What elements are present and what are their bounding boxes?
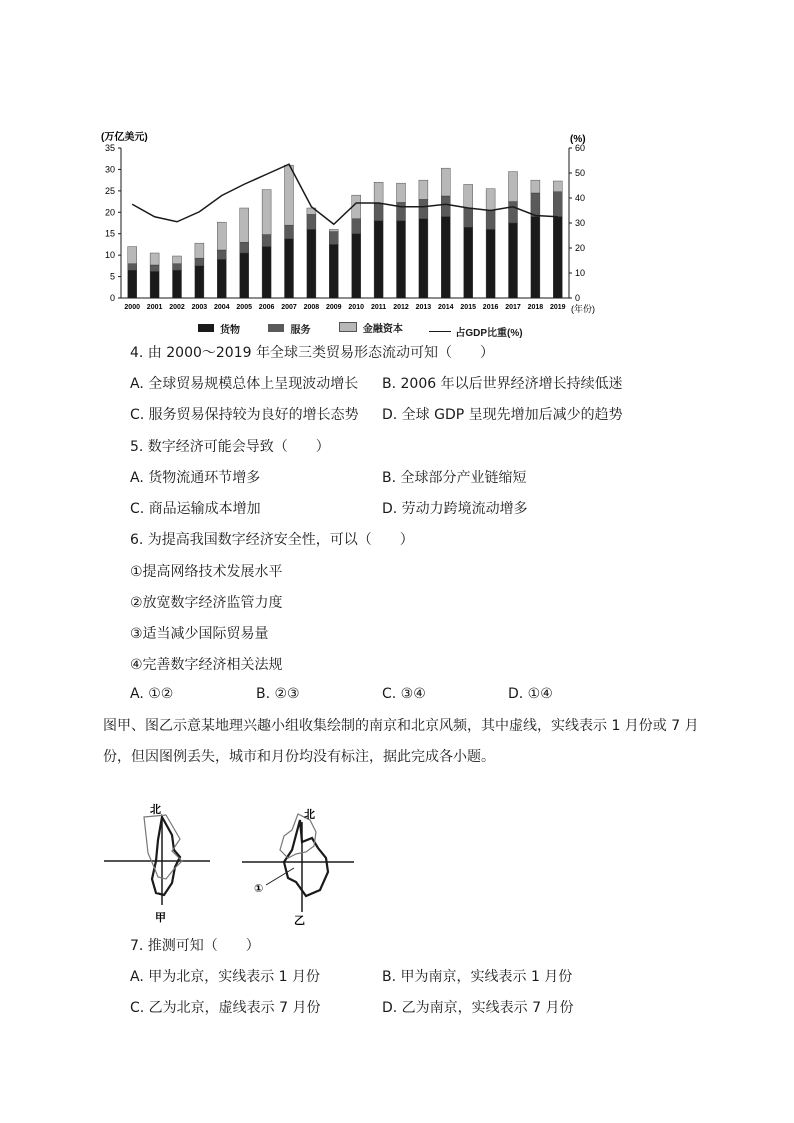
- q6-item-3: ③适当减少国际贸易量: [130, 626, 269, 642]
- wind-rose-jia: [100, 795, 220, 925]
- q6-stem: 6. 为提高我国数字经济安全性，可以（ ）: [130, 532, 414, 548]
- bar-finance: [531, 180, 540, 193]
- bar-finance: [553, 181, 562, 192]
- left-tick-label: 35: [104, 143, 115, 153]
- right-tick-label: 20: [575, 243, 586, 253]
- x-tick-label: 2017: [505, 304, 521, 311]
- right-tick-label: 60: [575, 143, 586, 153]
- chart-legend: [198, 319, 541, 339]
- bar-goods: [553, 217, 562, 298]
- bar-finance: [217, 222, 226, 250]
- right-tick-label: 30: [575, 218, 586, 228]
- bar-goods: [240, 253, 249, 298]
- x-tick-label: 2006: [258, 304, 275, 311]
- x-tick-label: 2003: [191, 304, 208, 311]
- yi-label: 乙: [294, 914, 305, 927]
- left-tick-label: 30: [104, 164, 115, 175]
- bar-goods: [397, 221, 406, 298]
- left-axis-unit: (万亿美元): [101, 132, 148, 143]
- q7-stem: 7. 推测可知（ ）: [130, 938, 260, 954]
- yi-north-label: 北: [304, 808, 315, 821]
- bar-finance: [486, 189, 495, 210]
- bar-services: [329, 232, 338, 245]
- q6-item-4: ④完善数字经济相关法规: [130, 657, 283, 673]
- jia-north-label: 北: [150, 803, 161, 816]
- q5-option-c[interactable]: C. 商品运输成本增加: [130, 501, 261, 517]
- bar-goods: [329, 244, 338, 298]
- q4-option-b[interactable]: B. 2006 年以后世界经济增长持续低迷: [382, 376, 623, 392]
- legend-goods: 货物: [198, 321, 240, 336]
- bar-finance: [195, 243, 204, 258]
- bar-goods: [150, 271, 159, 298]
- right-axis-unit: (%): [570, 134, 586, 145]
- bar-finance: [285, 165, 294, 225]
- yi-marker-label: ①: [254, 882, 264, 895]
- bar-services: [173, 264, 182, 270]
- bar-goods: [307, 229, 316, 298]
- bar-goods: [374, 221, 383, 298]
- q6-option-d[interactable]: D. ①④: [508, 686, 553, 702]
- bar-goods: [509, 223, 518, 298]
- left-tick-label: 20: [104, 207, 115, 218]
- bar-services: [285, 225, 294, 239]
- bar-services: [262, 235, 271, 247]
- x-tick-label: 2018: [527, 304, 544, 311]
- x-tick-label: 2000: [124, 304, 140, 311]
- q7-option-b[interactable]: B. 甲为南京，实线表示 1 月份: [382, 969, 573, 985]
- bar-goods: [217, 259, 226, 298]
- x-tick-label: 2004: [214, 304, 230, 311]
- bar-services: [531, 193, 540, 217]
- legend-services: 服务: [268, 321, 310, 336]
- bar-goods: [531, 217, 540, 298]
- q6-option-b[interactable]: B. ②③: [256, 686, 300, 702]
- q5-stem: 5. 数字经济可能会导致（ ）: [130, 439, 330, 455]
- x-tick-label: 2019: [550, 304, 566, 311]
- left-tick-label: 5: [109, 271, 115, 282]
- bar-goods: [128, 270, 137, 298]
- left-tick-label: 10: [104, 250, 115, 261]
- bar-goods: [352, 234, 361, 298]
- bar-services: [486, 210, 495, 229]
- x-tick-label: 2008: [303, 304, 320, 311]
- right-tick-label: 50: [575, 168, 586, 178]
- x-tick-label: 2001: [146, 304, 163, 311]
- left-tick-label: 15: [104, 228, 115, 239]
- right-tick-label: 40: [575, 193, 586, 203]
- q5-option-a[interactable]: A. 货物流通环节增多: [130, 470, 261, 486]
- bar-services: [441, 196, 450, 217]
- bar-goods: [486, 229, 495, 298]
- bar-goods: [285, 239, 294, 298]
- x-axis-unit: (年份): [571, 304, 595, 314]
- bar-finance: [374, 182, 383, 203]
- right-tick-label: 0: [575, 293, 581, 303]
- q5-option-d[interactable]: D. 劳动力跨境流动增多: [382, 501, 528, 517]
- legend-gdp-line: 占GDP比重(%): [429, 324, 522, 339]
- bar-finance: [329, 229, 338, 231]
- bar-services: [307, 214, 316, 229]
- x-tick-label: 2012: [393, 304, 409, 311]
- bar-finance: [240, 208, 249, 242]
- bar-services: [195, 258, 204, 266]
- bar-finance: [397, 183, 406, 202]
- bar-finance: [441, 168, 450, 196]
- q7-option-d[interactable]: D. 乙为南京，实线表示 7 月份: [382, 1000, 574, 1016]
- right-tick-label: 10: [575, 268, 586, 278]
- q6-option-a[interactable]: A. ①②: [130, 686, 174, 702]
- bar-services: [352, 219, 361, 234]
- trade-chart: [95, 128, 615, 333]
- q5-option-b[interactable]: B. 全球部分产业链缩短: [382, 470, 527, 486]
- q6-item-1: ①提高网络技术发展水平: [130, 564, 283, 580]
- bar-services: [150, 265, 159, 271]
- x-tick-label: 2005: [236, 304, 252, 311]
- bar-finance: [128, 247, 137, 264]
- x-tick-label: 2010: [348, 304, 364, 311]
- x-tick-label: 2015: [460, 304, 476, 311]
- left-tick-label: 25: [104, 185, 115, 196]
- x-tick-label: 2009: [326, 304, 342, 311]
- bar-finance: [173, 256, 182, 264]
- q7-option-a[interactable]: A. 甲为北京，实线表示 1 月份: [130, 969, 321, 985]
- bar-services: [419, 199, 428, 218]
- bar-finance: [464, 184, 473, 208]
- x-tick-label: 2007: [281, 304, 297, 311]
- x-tick-label: 2011: [371, 304, 387, 311]
- q4-stem: 4. 由 2000～2019 年全球三类贸易形态流动可知（ ）: [130, 345, 494, 361]
- x-tick-label: 2002: [169, 304, 185, 311]
- q6-item-2: ②放宽数字经济监管力度: [130, 595, 283, 611]
- left-tick-label: 0: [109, 293, 115, 303]
- jia-label: 甲: [155, 911, 166, 924]
- q7-option-c[interactable]: C. 乙为北京，虚线表示 7 月份: [130, 1000, 321, 1016]
- wind-rose-yi: [236, 800, 366, 930]
- bar-goods: [195, 266, 204, 298]
- bar-services: [553, 192, 562, 217]
- bar-services: [464, 208, 473, 227]
- legend-finance: 金融资本: [339, 320, 403, 335]
- q4-option-c[interactable]: C. 服务贸易保持较为良好的增长态势: [130, 407, 359, 423]
- bar-services: [217, 250, 226, 259]
- bar-goods: [173, 270, 182, 298]
- bar-services: [374, 204, 383, 221]
- x-tick-label: 2013: [415, 304, 432, 311]
- intro-line-1: 图甲、图乙示意某地理兴趣小组收集绘制的南京和北京风频，其中虚线，实线表示 1 月份或 7 月: [103, 718, 699, 734]
- bar-finance: [419, 180, 428, 199]
- bar-services: [240, 242, 249, 253]
- bar-goods: [441, 217, 450, 298]
- q6-option-c[interactable]: C. ③④: [382, 686, 426, 702]
- bar-services: [128, 264, 137, 270]
- bar-services: [509, 202, 518, 223]
- q4-option-a[interactable]: A. 全球贸易规模总体上呈现波动增长: [130, 376, 359, 392]
- bar-finance: [509, 172, 518, 202]
- x-tick-label: 2016: [482, 304, 499, 311]
- bar-goods: [464, 227, 473, 298]
- q4-option-d[interactable]: D. 全球 GDP 呈现先增加后减少的趋势: [382, 407, 623, 423]
- x-tick-label: 2014: [438, 304, 454, 311]
- bar-goods: [419, 219, 428, 298]
- bar-goods: [262, 247, 271, 298]
- bar-services: [397, 202, 406, 220]
- bar-finance: [150, 253, 159, 265]
- intro-line-2: 份，但因图例丢失，城市和月份均没有标注，据此完成各小题。: [103, 749, 495, 765]
- bar-finance: [262, 190, 271, 235]
